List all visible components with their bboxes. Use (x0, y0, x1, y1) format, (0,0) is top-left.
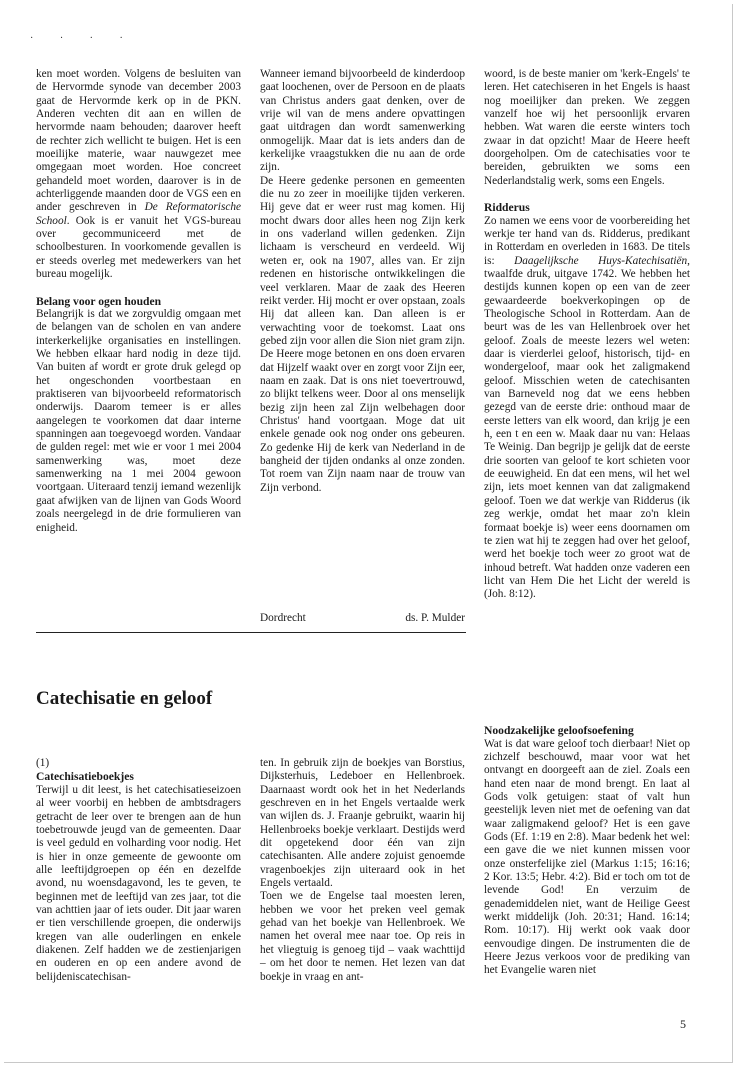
article-divider (36, 632, 466, 633)
part-number: (1) (36, 757, 50, 769)
paragraph: ten. In gebruik zijn de boekjes van Borstius, Dijksterhuis, Ledeboer en Hellenbroek. Daarnaast wordt ook het in het Nederlands geschreven en in het Engels vertaalde werk van wijlen ds. J. Fraanje gebruikt, waarin hij Hellenbroeks boekje verklaart. Destijds werd dit opgetekend door één van zijn catechisanten. Alle andere zojuist genoemde vragenboekjes zijn uiteraard ook in het Engels vertaald. (260, 757, 465, 890)
paragraph: Zo namen we eens voor de voorbereiding het werkje ter hand van ds. Ridderus, predikant in Rotterdam en overleden in 1683. De titels is: Daagelijksche Huys-Katechisatiën, twaalfde druk, uitgave 1742. We hebben het destijds kunnen kopen op een van de zeer gewaardeerde boekverkopingen op de Theologische School in Rotterdam. Aan de beurt was de les van Hellenbroek over het geloof. Zoals de meeste lezers wel weten: daar is vierderlei geloof, historisch, tijd- en wondergeloof, maar ook het zaligmakend geloof. Misschien weten de catechisanten van Barneveld nog dat we eens hebben gezegd van de eerste drie: onthoud maar de eerste letters van elk woord, dan krijg je een h, een t en een w. Maak daar nu van: Helaas Te Weinig. Dan begrijp je gelijk dat de eerste drie soorten van geloof te kort schieten voor de eeuwigheid. En dat een mens, wil het wel zijn, iets moet kennen van dat zaligmakend geloof. Toen we dat werkje van Ridderus (ik zeg werkje, omdat het maar zo'n klein formaat boekje is) weer eens doornamen om te zien wat hij te zeggen had over het geloof, werd het boekje toch weer zo groot wat de inhoud betreft. Wat hadden onze vaderen een licht van Hem Die het Licht der wereld is (Joh. 8:12). (484, 214, 690, 601)
paragraph: ken moet worden. Volgens de besluiten van de Hervormde synode van december 2003 gaat de Hervormde kerk op in de PKN. Anderen vechten dit aan en willen de hervormde naam behouden; daarover heeft de rechter zich wellicht te buigen. Het is een moeilijke materie, waar nauwgezet mee omgegaan moet worden. Hoe concreet gehandeld moet worden, daarover is in de achterliggende maanden door de VGS een en ander geschreven in De Reformatorische School. Ook is er vanuit het VGS-bureau over gecommuniceerd met de schoolbesturen. In voorkomende gevallen is er steeds overleg met medewerkers van het bureau mogelijk. (36, 68, 242, 281)
author-signature (260, 612, 465, 624)
article-column-1 (36, 757, 241, 984)
section-heading: Belang voor ogen houden (36, 294, 162, 308)
article-column-2 (260, 757, 465, 984)
section-heading: Noodzakelijke geloofsoefening (484, 724, 634, 737)
paragraph: Belangrijk is dat we zorgvuldig omgaan met de belangen van de scholen en van andere interkerkelijke organisaties en instellingen. We hebben elkaar hard nodig in deze tijd. Van buiten af wordt er grote druk gelegd op het ongeschonden voortbestaan en praktiseren van bijvoorbeeld reformatorisch onderwijs. Daarom temeer is er alles aangelegen te voorkomen dat daar interne spanningen aan toegevoegd worden. Vandaar de gulden regel: met wie er voor 1 mei 2004 samenwerking was, moet deze samenwerking na 1 mei 2004 gewoon voortgaan. Uiteraard tenzij iemand wezenlijk gaat afwijken van de lijnen van Gods Woord zoals neergelegd in de drie formulieren van enigheid. (36, 308, 241, 534)
paragraph: Toen we de Engelse taal moesten leren, hebben we voor het preken veel gemak gehad van het boekje van Hellenbroek. We namen het overal mee naar toe. Op reis in het vliegtuig is genoeg tijd – vaak wachttijd – om het door te nemen. Het lezen van dat boekje in vraag en ant- (260, 890, 465, 983)
page-number: 5 (680, 1017, 686, 1031)
article-title: Catechisatie en geloof (36, 688, 213, 709)
article-column-3 (484, 724, 690, 978)
paragraph: Terwijl u dit leest, is het catechisatieseizoen al weer voorbij en hebben de ambtsdragers getracht de leer over te brengen aan de hun toebetrouwde jeugd van de gemeenten. Daar is veel geduld en volharding voor nodig. Het is hier in onze gemeente de gewoonte om alle leeftijdgroepen op één en dezelfde avond, nu woensdagavond, les te geven, te beginnen met de leeftijd van zes jaar, tot die van achttien jaar of iets ouder. Dit jaar waren er tien verschillende groepen, die onderwijs kregen van alle ouderlingen en enkele diakenen. Zelf hadden we de zestienjarigen en ouderen en op een andere avond de belijdeniscatechisan- (36, 783, 241, 983)
top-column-1 (36, 68, 241, 535)
top-column-2 (260, 68, 465, 495)
scan-specks: · · · · (30, 33, 135, 44)
paragraph: woord, is de beste manier om 'kerk-Engels' te leren. Het catechiseren in het Engels is haast nog moeilijker dan preken. We zeggen vanzelf hoe wij het persoonlijk ervaren hebben. Wat waren die eerste winters toch zwaar in dat opzicht! Maar de Heere heeft doorgeholpen. Om de catechisaties voor te bereiden, gebruikten we soms een Nederlandstalig werk, soms een Engels. (484, 68, 690, 187)
section-heading: Catechisatieboekjes (36, 770, 134, 784)
section-heading: Ridderus (484, 201, 530, 215)
paragraph: De Heere gedenke personen en gemeenten die nu zo zeer in moeilijke tijden verkeren. Hij geve dat er weer rust mag komen. Hij mocht dwars door alles heen nog Zijn kerk in ons vaderland willen gedenken. Zijn lichaam is verscheurd en verdeeld. Wij weten er, ook na 1907, alles van. Er zijn redenen en historische ontwikkelingen die veel verklaren. Maar de zaak des Heeren reikt verder. Hij mocht er over opstaan, zoals Hij dat alleen kan. Dan alleen is er verwachting voor de toekomst. Laat ons gebed zijn voor allen die Sion niet gram zijn. De Heere moge betonen en ons doen ervaren dat Hijzelf waakt over en zorgt voor Zijn eer, naam en zaak. Dat is ons niet toevertrouwd, zo blijkt telkens weer. Door al ons menselijk bezig zijn heen zal Zijn welbehagen door Christus' hand voortgaan. Moge dat uit enkele genade ook nog onder ons gebeuren. Zo gedenke Hij de kerk van Nederland in de bangheid der tijden ondanks al onze zonden. Tot roem van Zijn naam naar de trouw van Zijn verbond. (260, 174, 465, 494)
paragraph: Wat is dat ware geloof toch dierbaar! Niet op zichzelf beschouwd, maar voor wat het ontvangt en doorgeeft aan de ziel. Zoals een hand eten naar de mond brengt. En laat al Gods volk getuigen: staat of valt hun geestelijk leven niet met de oefening van dat waar zaligmakend geloof? Het is een gave Gods (Ef. 1:19 en 2:8). Maar bedenk het wel: een gave die we niet kunnen missen voor onze onsterfelijke ziel (Markus 1:15; 16:16; 2 Kor. 13:5; Hebr. 4:2). Bid er toch om tot de levende God! En verzuim de genademiddelen niet, want de Heilige Geest werkt middelijk (Joh. 20:31; Hand. 16:14; Rom. 10:17). Hij werkt ook vaak door eenvoudige dingen. De instrumenten die de Heere Jezus verkoos voor de prediking van het Evangelie waren niet (484, 737, 690, 977)
top-column-3 (484, 68, 690, 615)
signature-place: Dordrecht (260, 612, 306, 624)
signature-name: ds. P. Mulder (405, 612, 465, 624)
paragraph: Wanneer iemand bijvoorbeeld de kinderdoop gaat loochenen, over de Persoon en de plaats van Christus anders gaat denken, over de vrije wil van de mens andere opvattingen gaat uitdragen dan wordt samenwerking onmogelijk. Maar dat is iets anders dan de kerkelijke vraagstukken die nu aan de orde zijn. (260, 68, 465, 174)
